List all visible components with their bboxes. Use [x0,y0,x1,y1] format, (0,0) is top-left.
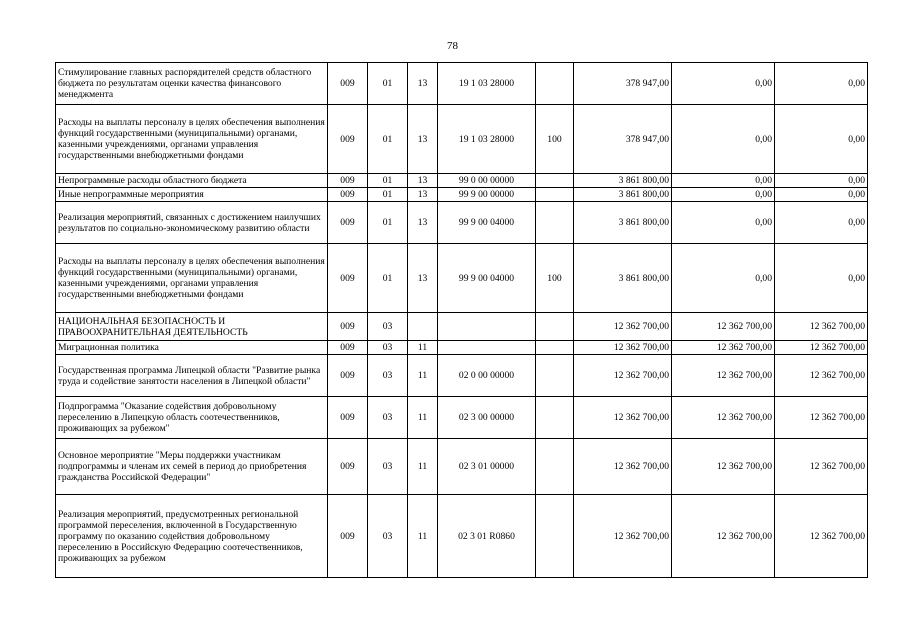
row-amount-year-2: 12 362 700,00 [672,495,775,578]
row-section-code: 01 [368,202,408,244]
row-amount-year-2: 0,00 [672,202,775,244]
row-amount-year-3: 0,00 [775,174,868,188]
table-row [56,439,868,495]
row-ved-code: 009 [328,341,368,355]
row-amount-year-2: 0,00 [672,174,775,188]
row-amount-year-3: 0,00 [775,63,868,105]
row-target-article: 02 3 01 R0860 [438,495,536,578]
row-name: Подпрограмма "Оказание содействия добровольному переселению в Липецкую область соотечественников, проживающих за рубежом" [56,397,328,439]
row-ved-code: 009 [328,397,368,439]
row-target-article: 02 0 00 00000 [438,355,536,397]
row-expense-type [536,341,574,355]
row-name: Основное мероприятие "Меры поддержки участникам подпрограммы и членам их семей в период до приобретения гражданства Российской Федерации" [56,439,328,495]
row-amount-year-3: 0,00 [775,105,868,174]
row-amount-year-2: 12 362 700,00 [672,439,775,495]
row-name: Государственная программа Липецкой области "Развитие рынка труда и содействие занятости населения в Липецкой области" [56,355,328,397]
row-amount-year-1: 12 362 700,00 [574,341,672,355]
row-amount-year-2: 0,00 [672,105,775,174]
row-section-code: 03 [368,495,408,578]
table-row [56,174,868,188]
row-section-code: 03 [368,439,408,495]
row-section-code: 03 [368,355,408,397]
row-target-article: 02 3 01 00000 [438,439,536,495]
row-amount-year-1: 378 947,00 [574,63,672,105]
row-amount-year-3: 12 362 700,00 [775,397,868,439]
row-ved-code: 009 [328,495,368,578]
row-amount-year-3: 12 362 700,00 [775,313,868,341]
row-amount-year-1: 3 861 800,00 [574,202,672,244]
row-expense-type [536,174,574,188]
row-ved-code: 009 [328,174,368,188]
row-expense-type: 100 [536,244,574,313]
row-amount-year-2: 12 362 700,00 [672,341,775,355]
row-section-code: 01 [368,174,408,188]
row-target-article: 02 3 00 00000 [438,397,536,439]
row-ved-code: 009 [328,63,368,105]
table-row [56,313,868,341]
row-target-article [438,341,536,355]
table-row [56,244,868,313]
row-amount-year-2: 0,00 [672,188,775,202]
row-subsection-code: 13 [408,174,438,188]
row-name: Миграционная политика [56,341,328,355]
row-name: Расходы на выплаты персоналу в целях обеспечения выполнения функций государственными (муниципальными) органами, казенными учреждениями, органами управления государственными внебюджетными фондами [56,105,328,174]
row-expense-type [536,439,574,495]
row-subsection-code [408,313,438,341]
row-subsection-code: 11 [408,355,438,397]
row-amount-year-3: 12 362 700,00 [775,495,868,578]
row-amount-year-1: 12 362 700,00 [574,355,672,397]
row-subsection-code: 13 [408,63,438,105]
row-amount-year-1: 12 362 700,00 [574,495,672,578]
row-amount-year-1: 3 861 800,00 [574,174,672,188]
row-target-article: 19 1 03 28000 [438,105,536,174]
table-row [56,397,868,439]
row-amount-year-1: 12 362 700,00 [574,439,672,495]
row-subsection-code: 11 [408,341,438,355]
row-subsection-code: 11 [408,439,438,495]
row-expense-type [536,397,574,439]
row-subsection-code: 13 [408,188,438,202]
row-subsection-code: 13 [408,105,438,174]
row-target-article [438,313,536,341]
row-amount-year-2: 0,00 [672,244,775,313]
row-amount-year-3: 12 362 700,00 [775,341,868,355]
row-amount-year-3: 0,00 [775,202,868,244]
row-amount-year-3: 12 362 700,00 [775,439,868,495]
row-amount-year-2: 12 362 700,00 [672,355,775,397]
row-ved-code: 009 [328,188,368,202]
row-expense-type [536,202,574,244]
row-name: Расходы на выплаты персоналу в целях обеспечения выполнения функций государственными (муниципальными) органами, казенными учреждениями, органами управления государственными внебюджетными фондами [56,244,328,313]
row-subsection-code: 13 [408,202,438,244]
row-section-code: 03 [368,313,408,341]
row-name: Иные непрограммные мероприятия [56,188,328,202]
row-expense-type [536,313,574,341]
row-expense-type [536,495,574,578]
row-subsection-code: 11 [408,397,438,439]
table-row [56,202,868,244]
row-ved-code: 009 [328,439,368,495]
row-section-code: 03 [368,341,408,355]
row-amount-year-2: 12 362 700,00 [672,397,775,439]
budget-table [55,62,868,578]
row-amount-year-3: 0,00 [775,188,868,202]
row-name: Стимулирование главных распорядителей средств областного бюджета по результатам оценки качества финансового менеджмента [56,63,328,105]
row-subsection-code: 11 [408,495,438,578]
row-amount-year-1: 3 861 800,00 [574,188,672,202]
row-section-code: 01 [368,63,408,105]
table-row [56,63,868,105]
row-section-code: 01 [368,188,408,202]
row-expense-type [536,188,574,202]
table-row [56,355,868,397]
row-subsection-code: 13 [408,244,438,313]
row-ved-code: 009 [328,244,368,313]
row-amount-year-1: 12 362 700,00 [574,397,672,439]
row-expense-type [536,355,574,397]
table-row [56,188,868,202]
row-expense-type: 100 [536,105,574,174]
row-name: Непрограммные расходы областного бюджета [56,174,328,188]
row-amount-year-3: 0,00 [775,244,868,313]
row-target-article: 99 9 00 04000 [438,244,536,313]
row-amount-year-2: 12 362 700,00 [672,313,775,341]
row-ved-code: 009 [328,313,368,341]
row-section-code: 01 [368,105,408,174]
table-row [56,105,868,174]
row-section-code: 03 [368,397,408,439]
row-amount-year-3: 12 362 700,00 [775,355,868,397]
row-name: Реализация мероприятий, предусмотренных региональной программой переселения, включенной в Государственную программу по оказанию содействия добровольному переселению в Российскую Федерацию соотечественников, проживающих за рубежом [56,495,328,578]
row-name: Реализация мероприятий, связанных с достижением наилучших результатов по социально-экономическому развитию области [56,202,328,244]
table-row [56,495,868,578]
row-ved-code: 009 [328,355,368,397]
row-section-code: 01 [368,244,408,313]
row-ved-code: 009 [328,105,368,174]
page-number: 78 [447,40,458,52]
row-amount-year-1: 12 362 700,00 [574,313,672,341]
budget-table-body [56,63,868,578]
row-target-article: 99 9 00 04000 [438,202,536,244]
row-amount-year-1: 3 861 800,00 [574,244,672,313]
row-ved-code: 009 [328,202,368,244]
row-target-article: 19 1 03 28000 [438,63,536,105]
table-row [56,341,868,355]
row-target-article: 99 0 00 00000 [438,174,536,188]
row-name: НАЦИОНАЛЬНАЯ БЕЗОПАСНОСТЬ И ПРАВООХРАНИТЕЛЬНАЯ ДЕЯТЕЛЬНОСТЬ [56,313,328,341]
row-expense-type [536,63,574,105]
row-amount-year-1: 378 947,00 [574,105,672,174]
row-target-article: 99 9 00 00000 [438,188,536,202]
row-amount-year-2: 0,00 [672,63,775,105]
